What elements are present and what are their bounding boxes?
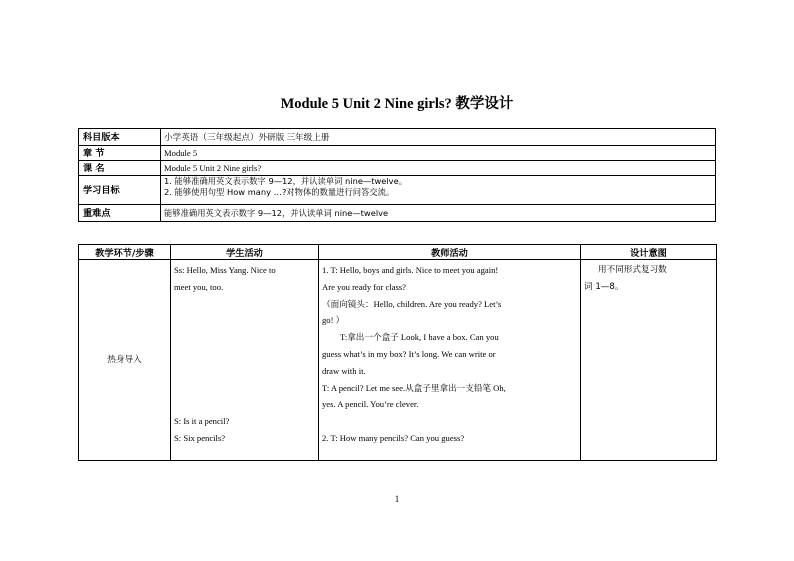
key-points-label: 重难点 [79,205,161,222]
teacher-line: T:拿出一个盒子 Look, I have a box. Can you [340,332,499,343]
student-line: S: Six pencils? [174,432,226,443]
teacher-line: go! ） [322,315,345,326]
goal-1: 1. 能够准确用英文表示数字 9—12，并认读单词 nine—twelve。 [164,176,407,186]
design-line: 用不同形式复习数 [598,265,667,275]
goals-label: 学习目标 [79,176,161,205]
teacher-line: （面向镜头：Hello, children. Are you ready? Let’s [322,298,502,309]
teacher-line: yes. A pencil. You’re clever. [322,399,419,410]
teacher-line: Are you ready for class? [322,281,406,292]
header-student-activity: 学生活动 [171,245,319,260]
header-design-intent: 设计意图 [581,245,717,260]
chapter-label: 章 节 [79,146,161,161]
design-line: 词 1—8。 [584,281,624,292]
teacher-activity-cell [319,260,581,461]
student-activity-cell [171,260,319,461]
subject-label: 科目版本 [79,129,161,146]
teacher-line: T: A pencil? Let me see.从盒子里拿出一支铅笔 Oh, [322,382,506,393]
design-intent-cell [581,260,717,461]
lesson-label: 课 名 [79,161,161,176]
key-points-value: 能够准确用英文表示数字 9—12，并认读单词 nine—twelve [161,205,716,222]
header-step: 教学环节/步骤 [79,245,171,260]
document-title: Module 5 Unit 2 Nine girls? 教学设计 [280,96,514,112]
chapter-value: Module 5 [161,146,716,161]
course-info-table [78,128,716,222]
page-number: 1 [394,494,400,504]
student-line: meet you, too. [174,281,224,292]
teacher-line: guess what’s in my box? It’s long. We can write or [322,348,496,359]
goal-2: 2. 能够使用句型 How many …?对物体的数量进行问答交流。 [164,187,395,197]
teacher-line: 2. T: How many pencils? Can you guess? [322,432,465,443]
lesson-activity-table [78,244,717,461]
goals-value [161,176,716,205]
teacher-line: 1. T: Hello, boys and girls. Nice to meet you again! [322,265,499,275]
teacher-line: draw with it. [322,365,366,376]
student-line: S: Is it a pencil? [174,416,230,427]
stage-warmup: 热身导入 [79,260,171,461]
student-line: Ss: Hello, Miss Yang. Nice to [174,265,276,275]
header-teacher-activity: 教师活动 [319,245,581,260]
lesson-value: Module 5 Unit 2 Nine girls? [161,161,716,176]
subject-value: 小学英语（三年级起点）外研版 三年级上册 [161,129,716,146]
